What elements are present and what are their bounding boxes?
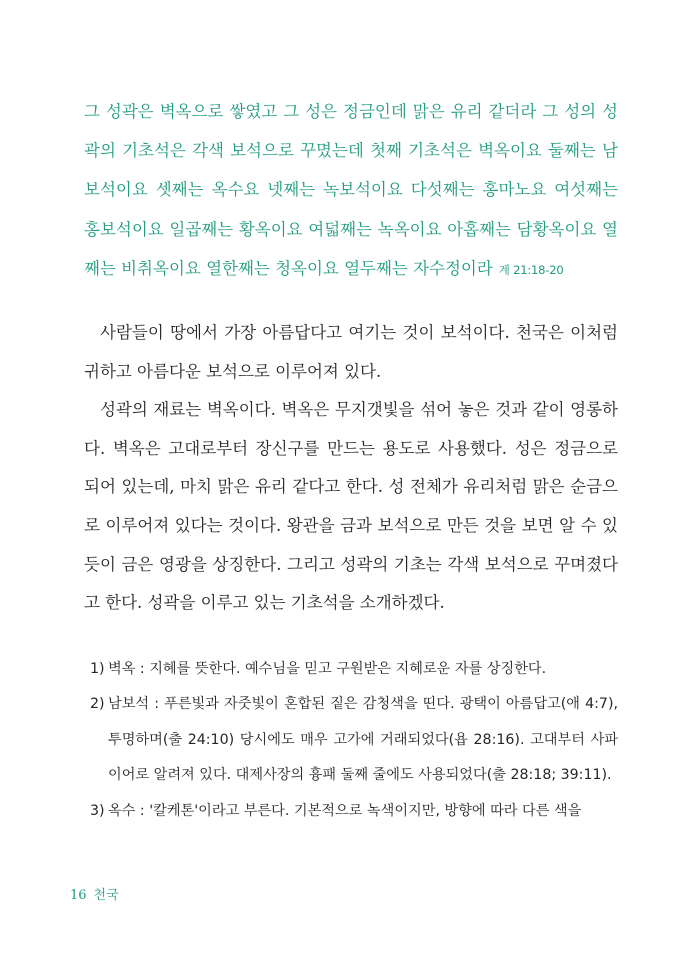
- list-item: [84, 652, 618, 687]
- gemstone-list: [84, 652, 618, 829]
- scripture-quote: [84, 92, 618, 290]
- list-item-number: 3): [90, 802, 105, 819]
- list-item-text: 벽옥 : 지혜를 뜻한다. 예수님을 믿고 구원받은 지혜로운 자를 상징한다.: [108, 661, 547, 677]
- list-item-number: 2): [90, 696, 105, 713]
- list-item-number: 1): [90, 661, 105, 677]
- scripture-reference: 계 21:18-20: [498, 262, 564, 277]
- list-item: [84, 794, 618, 829]
- list-item-text: 남보석 : 푸른빛과 자줏빛이 혼합된 짙은 감청색을 띤다. 광택이 아름답고(애 4:7), 투명하며(출 24:10) 당시에도 매우 고가에 거래되었다(욥 28:16). 고대부터 사파이어로 알려져 있다. 대제사장의 흉패 둘째 줄에도 사용되었다(출 28:18; 39:11).: [108, 696, 618, 784]
- scripture-quote-text: 그 성곽은 벽옥으로 쌓였고 그 성은 정금인데 맑은 유리 같더라 그 성의 성곽의 기초석은 각색 보석으로 꾸몄는데 첫째 기초석은 벽옥이요 둘째는 남보석이요 셋째는 옥수요 넷째는 녹보석이요 다섯째는 홍마노요 여섯째는 홍보석이요 일곱째는 황옥이요 여덟째는 녹옥이요 아홉째는 담황옥이요 열째는 비취옥이요 열한째는 청옥이요 열두째는 자수정이라: [84, 102, 618, 278]
- body-text: [84, 314, 618, 623]
- page-number: 16: [70, 888, 87, 903]
- list-item-text: 옥수 : '칼케톤'이라고 부른다. 기본적으로 녹색이지만, 방향에 따라 다른 색을: [108, 802, 582, 819]
- body-paragraph: 성곽의 재료는 벽옥이다. 벽옥은 무지갯빛을 섞어 놓은 것과 같이 영롱하다. 벽옥은 고대로부터 장신구를 만드는 용도로 사용했다. 성은 정금으로 되어 있는데, 마치 맑은 유리 같다고 한다. 성 전체가 유리처럼 맑은 순금으로 이루어져 있다는 것이다. 왕관을 금과 보석으로 만든 것을 보면 알 수 있듯이 금은 영광을 상징한다. 그리고 성곽의 기초는 각색 보석으로 꾸며졌다고 한다. 성곽을 이루고 있는 기초석을 소개하겠다.: [84, 400, 618, 613]
- list-item: [84, 687, 618, 793]
- page-footer: [70, 884, 119, 903]
- body-paragraph: 사람들이 땅에서 가장 아름답다고 여기는 것이 보석이다. 천국은 이처럼 귀하고 아름다운 보석으로 이루어져 있다.: [84, 323, 618, 381]
- section-title: 천국: [93, 888, 119, 903]
